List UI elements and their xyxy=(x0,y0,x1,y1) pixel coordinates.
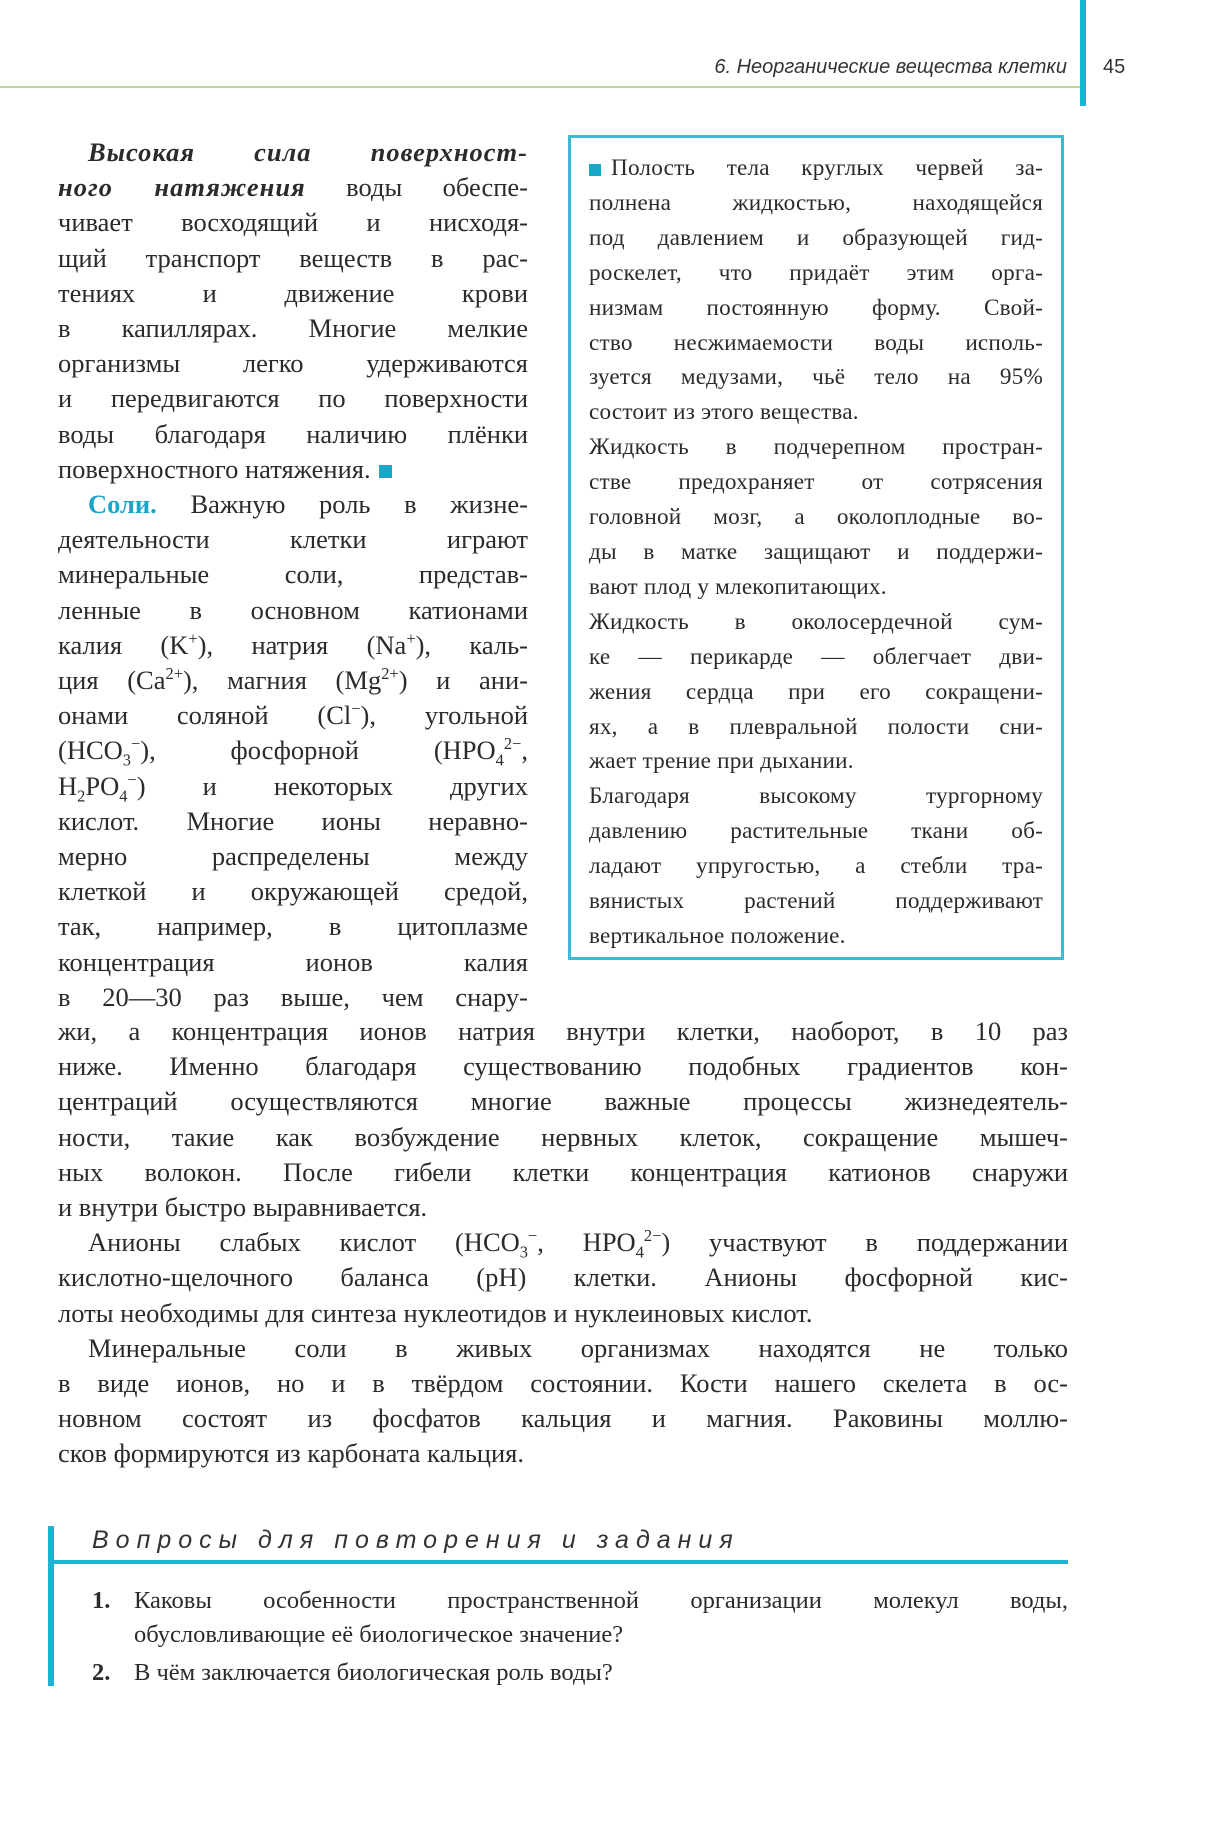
questions-title: Вопросы для повторения и задания xyxy=(92,1526,740,1554)
text-line xyxy=(58,135,528,170)
text-run: ) участвуют в поддержании xyxy=(661,1227,1069,1258)
subscript: 2 xyxy=(77,785,86,805)
text-line xyxy=(58,452,528,487)
questions-list xyxy=(92,1584,1068,1694)
text-line: центраций осуществляются многие важные процессы жизнедеятель- xyxy=(58,1086,1068,1117)
text-line: сков формируются из карбоната кальция. xyxy=(58,1438,524,1469)
text-run: ция (Ca xyxy=(58,665,166,696)
text-line: кислотно-щелочного баланса (pH) клетки. Анионы фосфорной кис- xyxy=(58,1262,1068,1293)
text-run: ), натрия (Na xyxy=(197,629,407,660)
text-line: организмы легко удерживаются xyxy=(58,348,528,379)
surface-tension-heading-cont: ного натяжения xyxy=(58,172,306,203)
text-line: ности, такие как возбуждение нервных клеток, сокращение мышеч- xyxy=(58,1121,1068,1152)
text-line xyxy=(58,487,528,522)
text-line: ство несжимаемости воды исполь- xyxy=(589,329,1043,356)
text-line: давлению растительные ткани об- xyxy=(589,818,1043,845)
text-line: тениях и движение крови xyxy=(58,277,528,308)
text-line: и внутри быстро выравнивается. xyxy=(58,1192,428,1223)
text-line: Каковы особенности пространственной организации молекул воды, xyxy=(134,1587,1068,1614)
bullet-square-icon xyxy=(589,164,601,176)
ion-line xyxy=(58,733,528,768)
text-line: лоты необходимы для синтеза нуклеотидов и нуклеиновых кислот. xyxy=(58,1297,813,1328)
text-run: , xyxy=(521,735,528,766)
questions-accent-bar xyxy=(48,1526,54,1686)
side-info-box xyxy=(568,135,1064,960)
subscript: 4 xyxy=(495,750,504,770)
text-line: Благодаря высокому тургорному xyxy=(589,783,1043,810)
surface-tension-heading: Высокая сила поверхност- xyxy=(88,137,528,167)
text-line: вают плод у млекопитающих. xyxy=(589,573,887,600)
charge: − xyxy=(131,734,141,754)
question-text xyxy=(134,1656,1068,1690)
question-item xyxy=(92,1656,1068,1690)
text-run: ), фосфорной (HPO xyxy=(140,735,496,766)
questions-rule xyxy=(48,1560,1068,1564)
charge: − xyxy=(351,699,361,719)
text-line: ке — перикарде — облегчает дви- xyxy=(589,643,1043,670)
text-line: В чём заключается биологическая роль воды? xyxy=(134,1659,613,1686)
text-run: , HPO xyxy=(537,1227,636,1258)
text-run: Анионы слабых кислот (HCO xyxy=(88,1227,520,1258)
text-run: ), каль- xyxy=(415,629,528,660)
charge: 2+ xyxy=(381,664,399,684)
text-run: калия (K xyxy=(58,629,189,660)
charge: + xyxy=(188,629,198,649)
text-run: ), угольной xyxy=(360,700,528,731)
header-rule xyxy=(0,86,1080,88)
text-line: в капиллярах. Многие мелкие xyxy=(58,313,528,344)
text-run: (HCO xyxy=(58,735,123,766)
text-line: воды благодаря наличию плёнки xyxy=(58,418,528,449)
text-line: обусловливающие её биологическое значение? xyxy=(134,1621,624,1648)
text-line: мерно распределены между xyxy=(58,841,528,872)
text-line: чивает восходящий и нисходя- xyxy=(58,207,528,238)
charge: 2− xyxy=(503,734,522,754)
text-run: PO xyxy=(85,770,120,801)
salts-heading: Соли. xyxy=(88,489,157,520)
ion-line xyxy=(58,628,528,663)
question-item xyxy=(92,1584,1068,1652)
text-line: так, например, в цитоплазме xyxy=(58,911,528,942)
ion-line xyxy=(58,769,528,804)
charge: 2+ xyxy=(165,664,183,684)
text-run: Полость тела круглых червей за- xyxy=(611,155,1043,181)
text-line: концентрация ионов калия xyxy=(58,946,528,977)
page-number: 45 xyxy=(1103,56,1126,78)
text-line: ладают упругостью, а стебли тра- xyxy=(589,853,1043,880)
header-accent-bar xyxy=(1080,0,1086,106)
text-run: ), магния (Mg xyxy=(182,665,382,696)
text-line: зуется медузами, чьё тело на 95% xyxy=(589,364,1043,391)
text-line: Минеральные соли в живых организмах находятся не только xyxy=(88,1332,1068,1363)
subscript: 3 xyxy=(122,750,131,770)
text-line: щий транспорт веществ в рас- xyxy=(58,242,528,273)
end-of-section-square-icon xyxy=(379,465,392,478)
text-line: ях, а в плевральной полости сни- xyxy=(589,713,1043,740)
text-run: Важную роль в жизне- xyxy=(190,489,528,520)
text-line: состоит из этого вещества. xyxy=(589,399,859,426)
text-line: ды в матке защищают и поддержи- xyxy=(589,538,1043,565)
text-line: полнена жидкостью, находящейся xyxy=(589,189,1043,216)
text-line: головной мозг, а околоплодные во- xyxy=(589,504,1043,531)
text-line xyxy=(58,170,528,205)
text-run: H xyxy=(58,770,78,801)
anions-line xyxy=(58,1225,1068,1260)
text-line: новном состоят из фосфатов кальция и магния. Раковины моллю- xyxy=(58,1403,1068,1434)
charge: − xyxy=(127,769,137,789)
text-line: в 20—30 раз выше, чем снару- xyxy=(58,981,528,1012)
text-run: ) и ани- xyxy=(398,665,528,696)
text-run: поверхностного натяжения. xyxy=(58,453,371,484)
text-line: стве предохраняет от сотрясения xyxy=(589,469,1043,496)
text-line: ных волокон. После гибели клетки концентрация катионов снаружи xyxy=(58,1156,1068,1187)
text-run: воды обеспе- xyxy=(346,172,528,203)
question-number: 1. xyxy=(92,1587,111,1614)
text-line: низмам постоянную форму. Свой- xyxy=(589,294,1043,321)
text-line: вертикальное положение. xyxy=(589,922,846,949)
text-line: в виде ионов, но и в твёрдом состоянии. Кости нашего скелета в ос- xyxy=(58,1368,1068,1399)
text-line: ниже. Именно благодаря существованию подобных градиентов кон- xyxy=(58,1051,1068,1082)
text-line: и передвигаются по поверхности xyxy=(58,383,528,414)
text-line: Жидкость в околосердечной сум- xyxy=(589,608,1043,635)
text-line: под давлением и образующей гид- xyxy=(589,224,1043,251)
full-width-text xyxy=(58,1014,1068,1472)
question-text xyxy=(134,1584,1068,1652)
text-line: деятельности клетки играют xyxy=(58,524,528,555)
ion-line xyxy=(58,663,528,698)
side-box-text xyxy=(589,151,1043,954)
ion-line xyxy=(58,698,528,733)
text-line: кислот. Многие ионы неравно- xyxy=(58,805,528,836)
text-line: жения сердца при его сокращени- xyxy=(589,678,1043,705)
text-line: роскелет, что придаёт этим орга- xyxy=(589,259,1043,286)
text-line: минеральные соли, представ- xyxy=(58,559,528,590)
text-run: онами соляной (Cl xyxy=(58,700,352,731)
text-line xyxy=(589,151,1043,186)
charge: 2− xyxy=(643,1226,662,1246)
left-column xyxy=(58,135,528,1015)
subscript: 3 xyxy=(519,1242,528,1262)
chapter-title: 6. Неорганические вещества клетки xyxy=(714,56,1067,78)
text-line: клеткой и окружающей средой, xyxy=(58,876,528,907)
text-line: ленные в основном катионами xyxy=(58,594,528,625)
charge: + xyxy=(406,629,416,649)
charge: − xyxy=(527,1226,538,1246)
text-line: жи, а концентрация ионов натрия внутри клетки, наоборот, в 10 раз xyxy=(58,1016,1068,1046)
subscript: 4 xyxy=(635,1242,644,1262)
text-line: Жидкость в подчерепном простран- xyxy=(589,434,1043,461)
subscript: 4 xyxy=(119,785,128,805)
text-line: жает трение при дыхании. xyxy=(589,748,854,775)
text-run: ) и некоторых других xyxy=(136,770,528,801)
question-number: 2. xyxy=(92,1659,111,1686)
text-line: вянистых растений поддерживают xyxy=(589,888,1043,915)
